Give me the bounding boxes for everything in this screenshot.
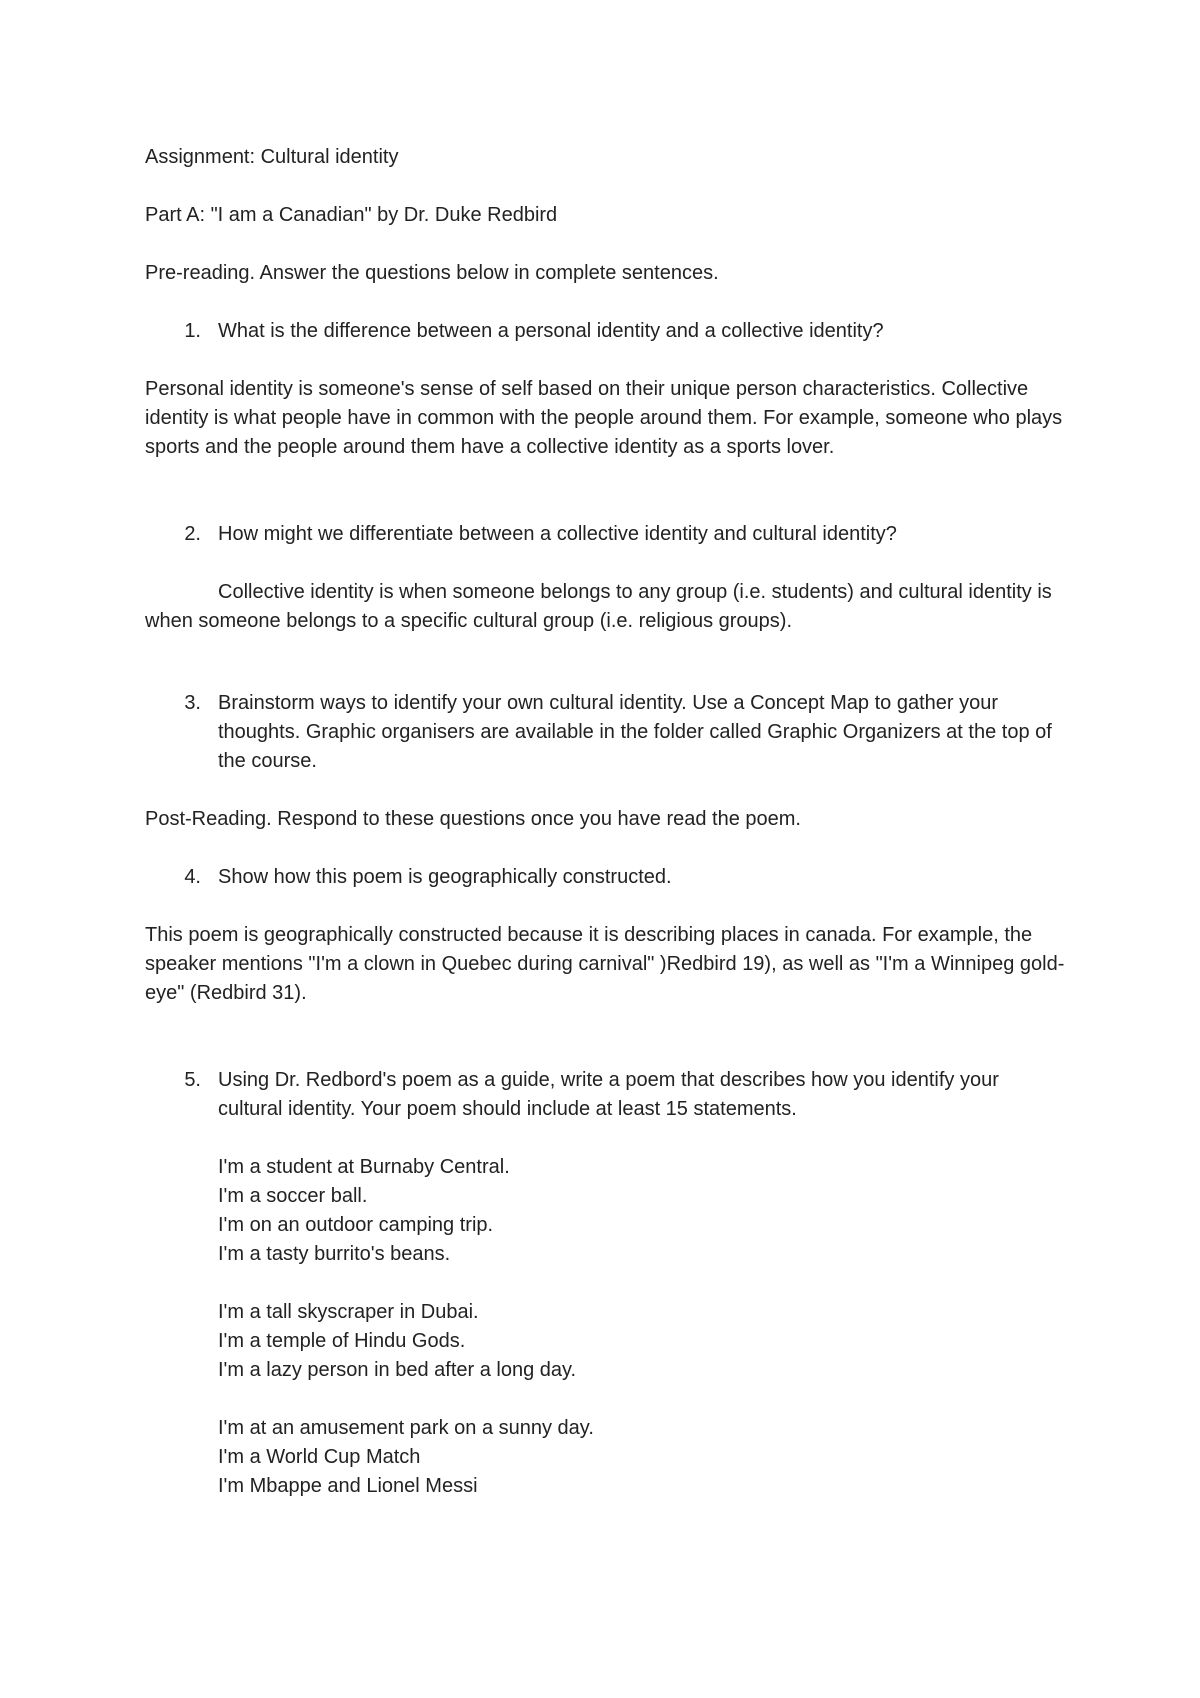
poem-stanza-2	[218, 1298, 1065, 1385]
part-a-heading: Part A: "I am a Canadian" by Dr. Duke Redbird	[145, 204, 558, 226]
question-text: Show how this poem is geographically constructed.	[218, 866, 672, 888]
pre-reading-instructions: Pre-reading. Answer the questions below in complete sentences.	[145, 262, 719, 284]
post-reading-instructions: Post-Reading. Respond to these questions once you have read the poem.	[145, 808, 801, 830]
poem-line: I'm a World Cup Match	[218, 1446, 421, 1468]
document-body	[145, 143, 1065, 1530]
question-text: What is the difference between a personal identity and a collective identity?	[218, 320, 884, 342]
poem-line: I'm a student at Burnaby Central.	[218, 1156, 510, 1178]
poem-line: I'm Mbappe and Lionel Messi	[218, 1475, 478, 1497]
poem-stanza-3	[218, 1414, 1065, 1501]
question-3	[145, 689, 1065, 776]
question-number: 1.	[184, 320, 201, 342]
poem-line: I'm at an amusement park on a sunny day.	[218, 1417, 594, 1439]
answer-1: Personal identity is someone's sense of self based on their unique person characteristics. Collective identity is what people have in common with the people around them. For example, someone who plays sports and the people around them have a collective identity as a sports lover.	[145, 378, 1063, 458]
question-number: 2.	[184, 523, 201, 545]
question-text: Using Dr. Redbord's poem as a guide, write a poem that describes how you identify your cultural identity. Your poem should include at least 15 statements.	[218, 1069, 999, 1120]
question-1	[145, 317, 1065, 346]
question-text: Brainstorm ways to identify your own cultural identity. Use a Concept Map to gather your thoughts. Graphic organisers are available in the folder called Graphic Organizers at the top of the course.	[218, 692, 1052, 772]
answer-2: Collective identity is when someone belongs to any group (i.e. students) and cultural identity is when someone belongs to a specific cultural group (i.e. religious groups).	[145, 581, 1052, 632]
question-number: 3.	[184, 692, 201, 714]
poem-line: I'm a tasty burrito's beans.	[218, 1243, 451, 1265]
poem-line: I'm on an outdoor camping trip.	[218, 1214, 494, 1236]
question-2	[145, 520, 1065, 549]
question-4	[145, 863, 1065, 892]
question-number: 4.	[184, 866, 201, 888]
poem-line: I'm a lazy person in bed after a long day.	[218, 1359, 577, 1381]
question-5	[145, 1066, 1065, 1124]
answer-4: This poem is geographically constructed because it is describing places in canada. For example, the speaker mentions "I'm a clown in Quebec during carnival" )Redbird 19), as well as "I'm a Winnipeg gold-eye" (Redbird 31).	[145, 924, 1065, 1004]
poem-stanza-1	[218, 1153, 1065, 1269]
student-poem	[218, 1153, 1065, 1501]
poem-line: I'm a temple of Hindu Gods.	[218, 1330, 466, 1352]
assignment-title: Assignment: Cultural identity	[145, 146, 399, 168]
poem-line: I'm a tall skyscraper in Dubai.	[218, 1301, 479, 1323]
question-text: How might we differentiate between a collective identity and cultural identity?	[218, 523, 897, 545]
poem-line: I'm a soccer ball.	[218, 1185, 368, 1207]
question-number: 5.	[184, 1069, 201, 1091]
